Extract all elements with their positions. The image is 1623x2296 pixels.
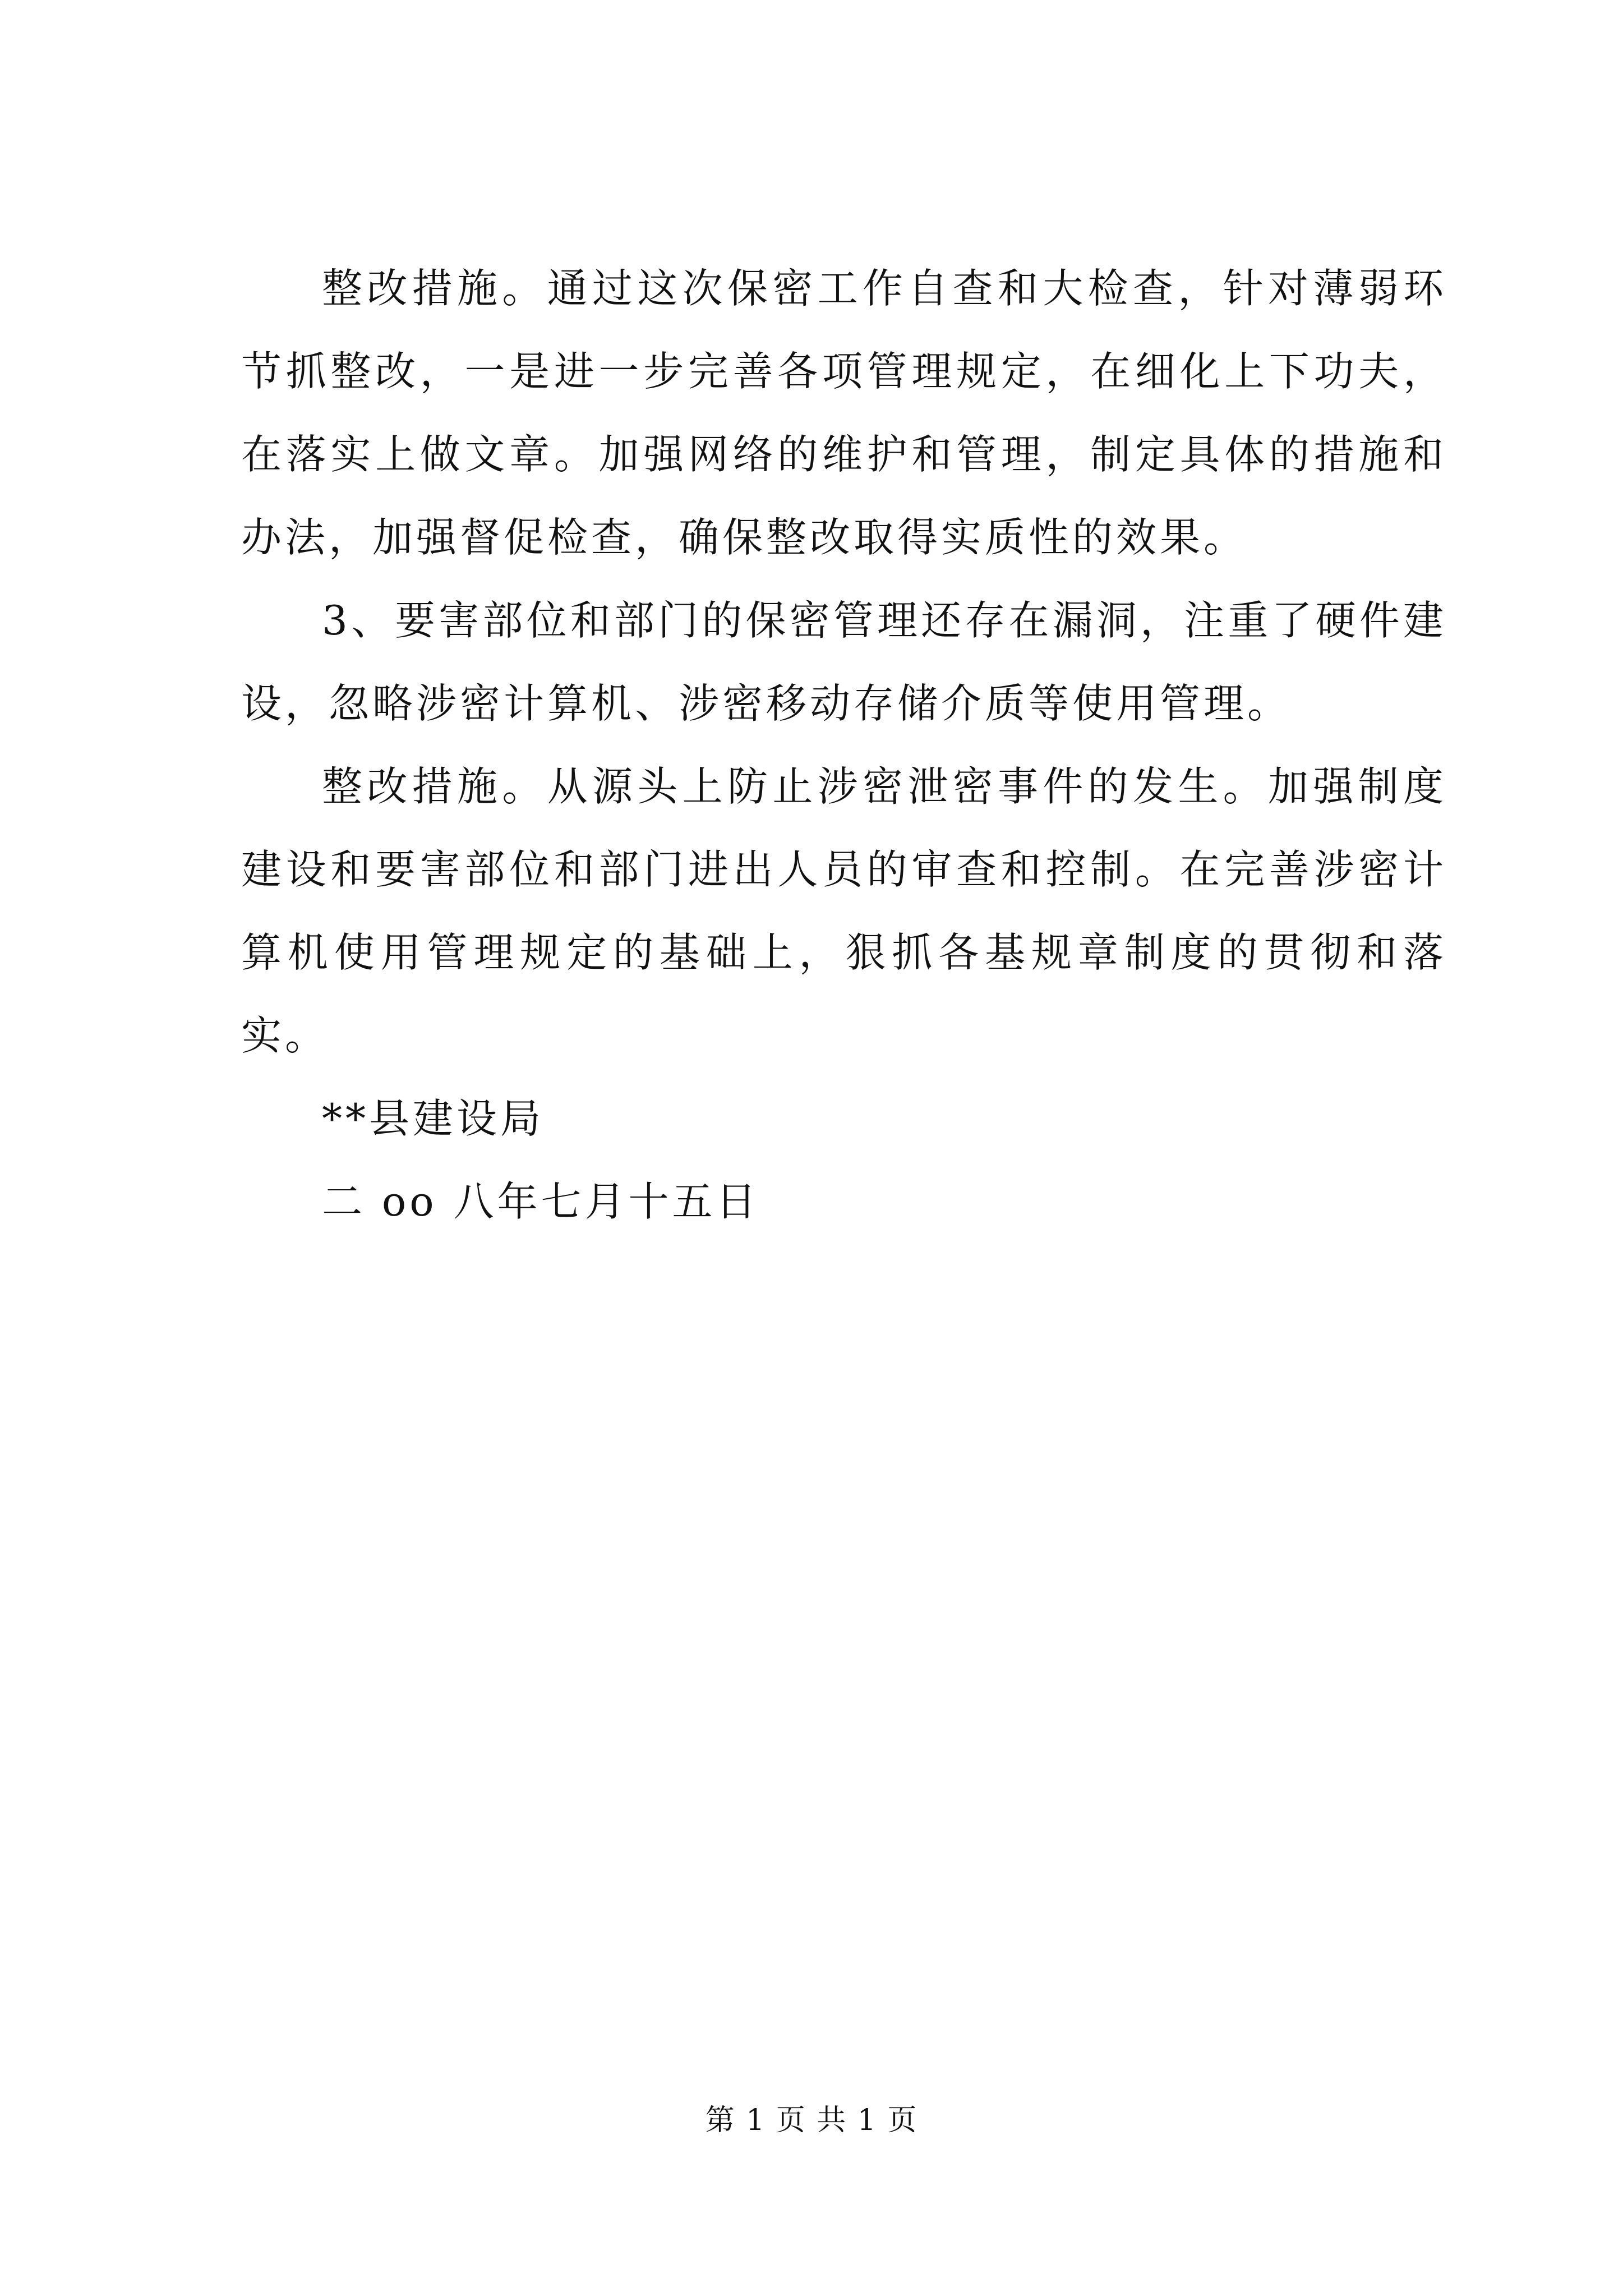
page-footer [0,2098,1623,2143]
paragraph-rectification-1: 整改措施。通过这次保密工作自查和大检查，针对薄弱环节抓整改，一是进一步完善各项管理规定，在细化上下功夫，在落实上做文章。加强网络的维护和管理，制定具体的措施和办法，加强督促检查，确保整改取得实质性的效果。 [241,265,1447,561]
document-body [241,247,1447,1243]
signature-issuer: **县建设局 [322,1095,545,1142]
paragraph-issue-3: 3、要害部位和部门的保密管理还存在漏洞，注重了硬件建设，忽略涉密计算机、涉密移动存储介质等使用管理。 [241,597,1447,727]
paragraph-rectification-2: 整改措施。从源头上防止涉密泄密事件的发生。加强制度建设和要害部位和部门进出人员的审查和控制。在完善涉密计算机使用管理规定的基础上，狠抓各基规章制度的贯彻和落实。 [241,763,1447,1059]
page-number: 第 1 页 共 1 页 [705,2104,918,2137]
signature-date: 二 oo 八年七月十五日 [322,1178,760,1225]
